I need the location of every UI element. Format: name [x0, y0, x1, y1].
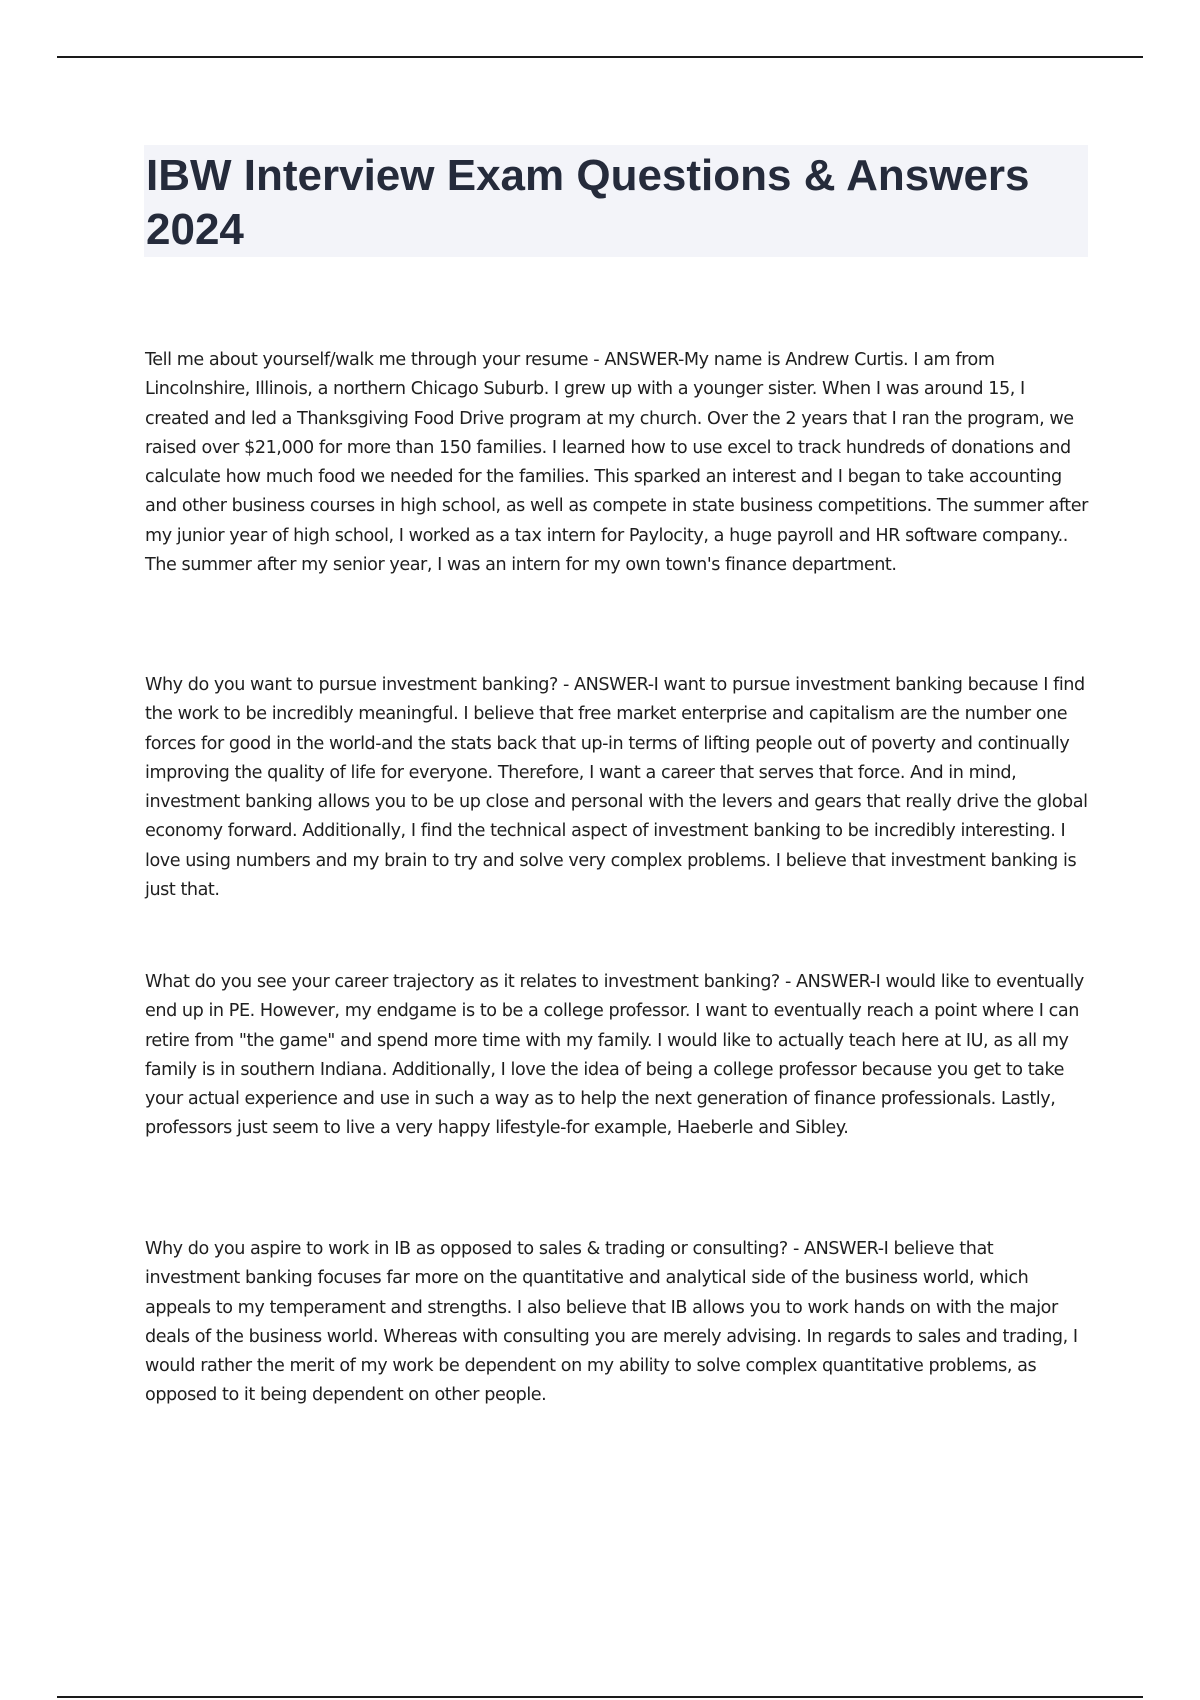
- qa-item-about-yourself: Tell me about yourself/walk me through your resume - ANSWER-My name is Andrew Curtis. I am from Lincolnshire, Illinois, a northern Chicago Suburb. I grew up with a younger sister. When I was around 15, I created and led a Thanksgiving Food Drive program at my church. Over the 2 years that I ran the program, we raised over $21,000 for more than 150 families. I learned how to use excel to track hundreds of donations and calculate how much food we needed for the families. This sparked an interest and I began to take accounting and other business courses in high school, as well as compete in state business competitions. The summer after my junior year of high school, I worked as a tax intern for Paylocity, a huge payroll and HR software company.. The summer after my senior year, I was an intern for my own town's finance department.: [145, 350, 1088, 576]
- bottom-rule: [57, 1696, 1143, 1698]
- top-rule: [57, 56, 1143, 58]
- qa-item-why-investment-banking: Why do you want to pursue investment banking? - ANSWER-I want to pursue investment banking because I find the work to be incredibly meaningful. I believe that free market enterprise and capitalism are the number one forces for good in the world-and the stats back that up-in terms of lifting people out of poverty and continually improving the quality of life for everyone. Therefore, I want a career that serves that force. And in mind, investment banking allows you to be up close and personal with the levers and gears that really drive the global economy forward. Additionally, I find the technical aspect of investment banking to be incredibly interesting. I love using numbers and my brain to try and solve very complex problems. I believe that investment banking is just that.: [145, 675, 1088, 901]
- qa-item-ib-vs-sales-trading: Why do you aspire to work in IB as opposed to sales & trading or consulting? - ANSWER-I believe that investment banking focuses far more on the quantitative and analytical side of the business world, which appeals to my temperament and strengths. I also believe that IB allows you to work hands on with the major deals of the business world. Whereas with consulting you are merely advising. In regards to sales and trading, I would rather the merit of my work be dependent on my ability to solve complex quantitative problems, as opposed to it being dependent on other people.: [145, 1239, 1078, 1406]
- qa-item-career-trajectory: What do you see your career trajectory as it relates to investment banking? - ANSWER-I would like to eventually end up in PE. However, my endgame is to be a college professor. I want to eventually reach a point where I can retire from "the game" and spend more time with my family. I would like to actually teach here at IU, as all my family is in southern Indiana. Additionally, I love the idea of being a college professor because you get to take your actual experience and use in such a way as to help the next generation of finance professionals. Lastly, professors just seem to live a very happy lifestyle-for example, Haeberle and Sibley.: [145, 972, 1084, 1139]
- title-block: [144, 145, 1088, 257]
- document-title: IBW Interview Exam Questions & Answers 2024: [146, 151, 1030, 254]
